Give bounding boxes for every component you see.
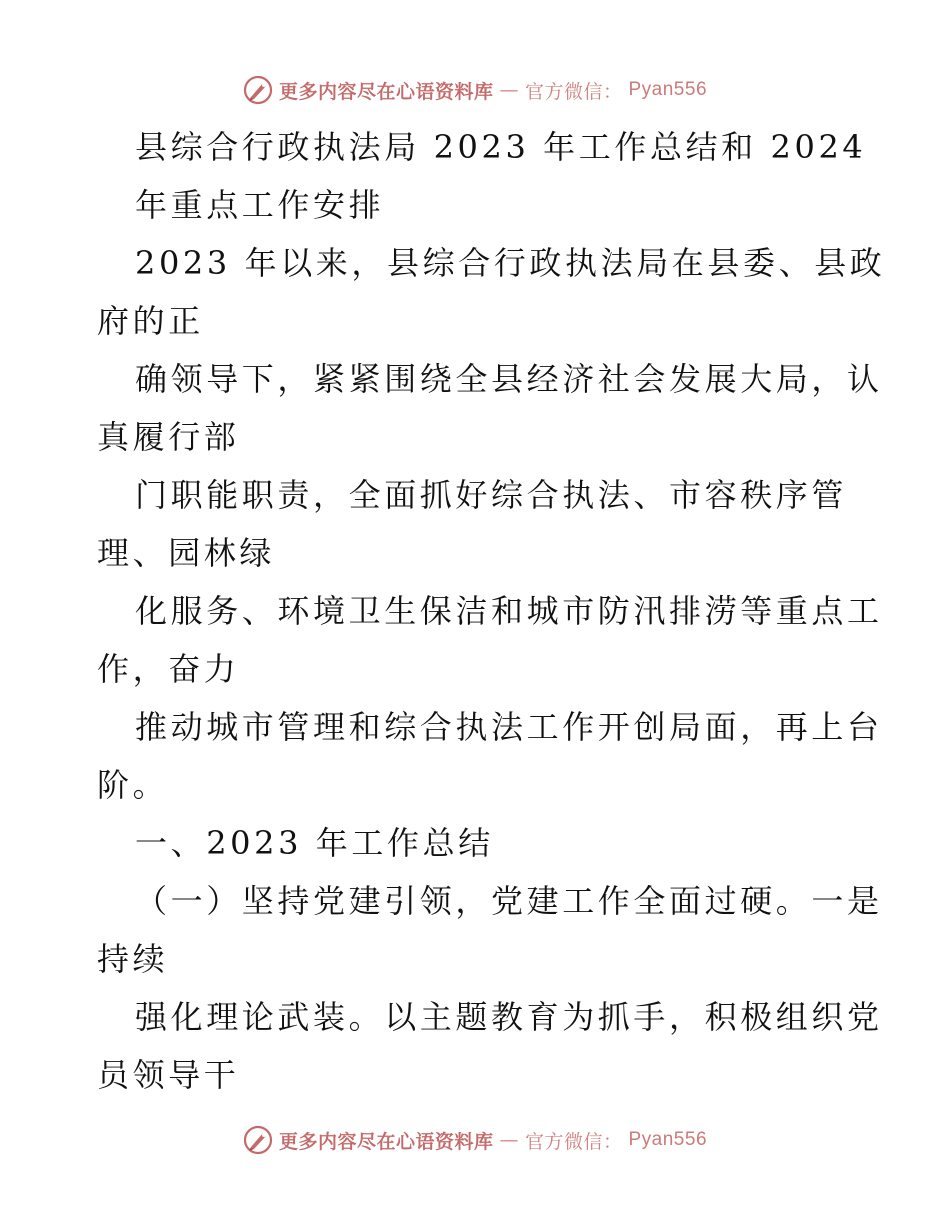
text-line: 2023 年以来，县综合行政执法局在县委、县政 [135,244,886,282]
text-line: 持续 [97,940,169,978]
text-line: 门职能职责，全面抓好综合执法、市容秩序管 [135,476,848,514]
header-watermark [0,70,950,110]
footer-watermark [0,1120,950,1160]
text-line: 作，奋力 [97,650,240,688]
quill-pen-logo-icon [243,1125,273,1155]
text-line: 县综合行政执法局 2023 年工作总结和 2024 [135,128,867,166]
text-line: 一、2023 年工作总结 [135,824,494,862]
text-line: 年重点工作安排 [135,186,385,224]
watermark-site-text: 更多内容尽在心语资料库 [278,1130,494,1153]
watermark-wechat-label: 官方微信： [524,80,623,103]
text-line: 强化理论武装。以主题教育为抓手，积极组织党 [135,998,883,1036]
watermark-separator: — [499,79,519,101]
text-line: 员领导干 [97,1056,240,1094]
watermark-wechat-id: Pyan556 [628,79,708,100]
watermark-site-text: 更多内容尽在心语资料库 [278,80,494,103]
text-line: 理、园林绿 [97,534,276,572]
watermark-wechat-id: Pyan556 [628,1129,708,1150]
quill-pen-logo-icon [243,75,273,105]
watermark-separator: — [499,1129,519,1151]
text-line: 真履行部 [97,418,240,456]
text-line: 确领导下，紧紧围绕全县经济社会发展大局，认 [135,360,883,398]
document-body [97,118,886,1104]
text-line: 阶。 [97,766,169,804]
text-line: 化服务、环境卫生保洁和城市防汛排涝等重点工 [135,592,883,630]
text-line: （一）坚持党建引领，党建工作全面过硬。一是 [135,882,883,920]
text-line: 府的正 [97,302,204,340]
text-line: 推动城市管理和综合执法工作开创局面，再上台 [135,708,883,746]
watermark-wechat-label: 官方微信： [524,1130,623,1153]
